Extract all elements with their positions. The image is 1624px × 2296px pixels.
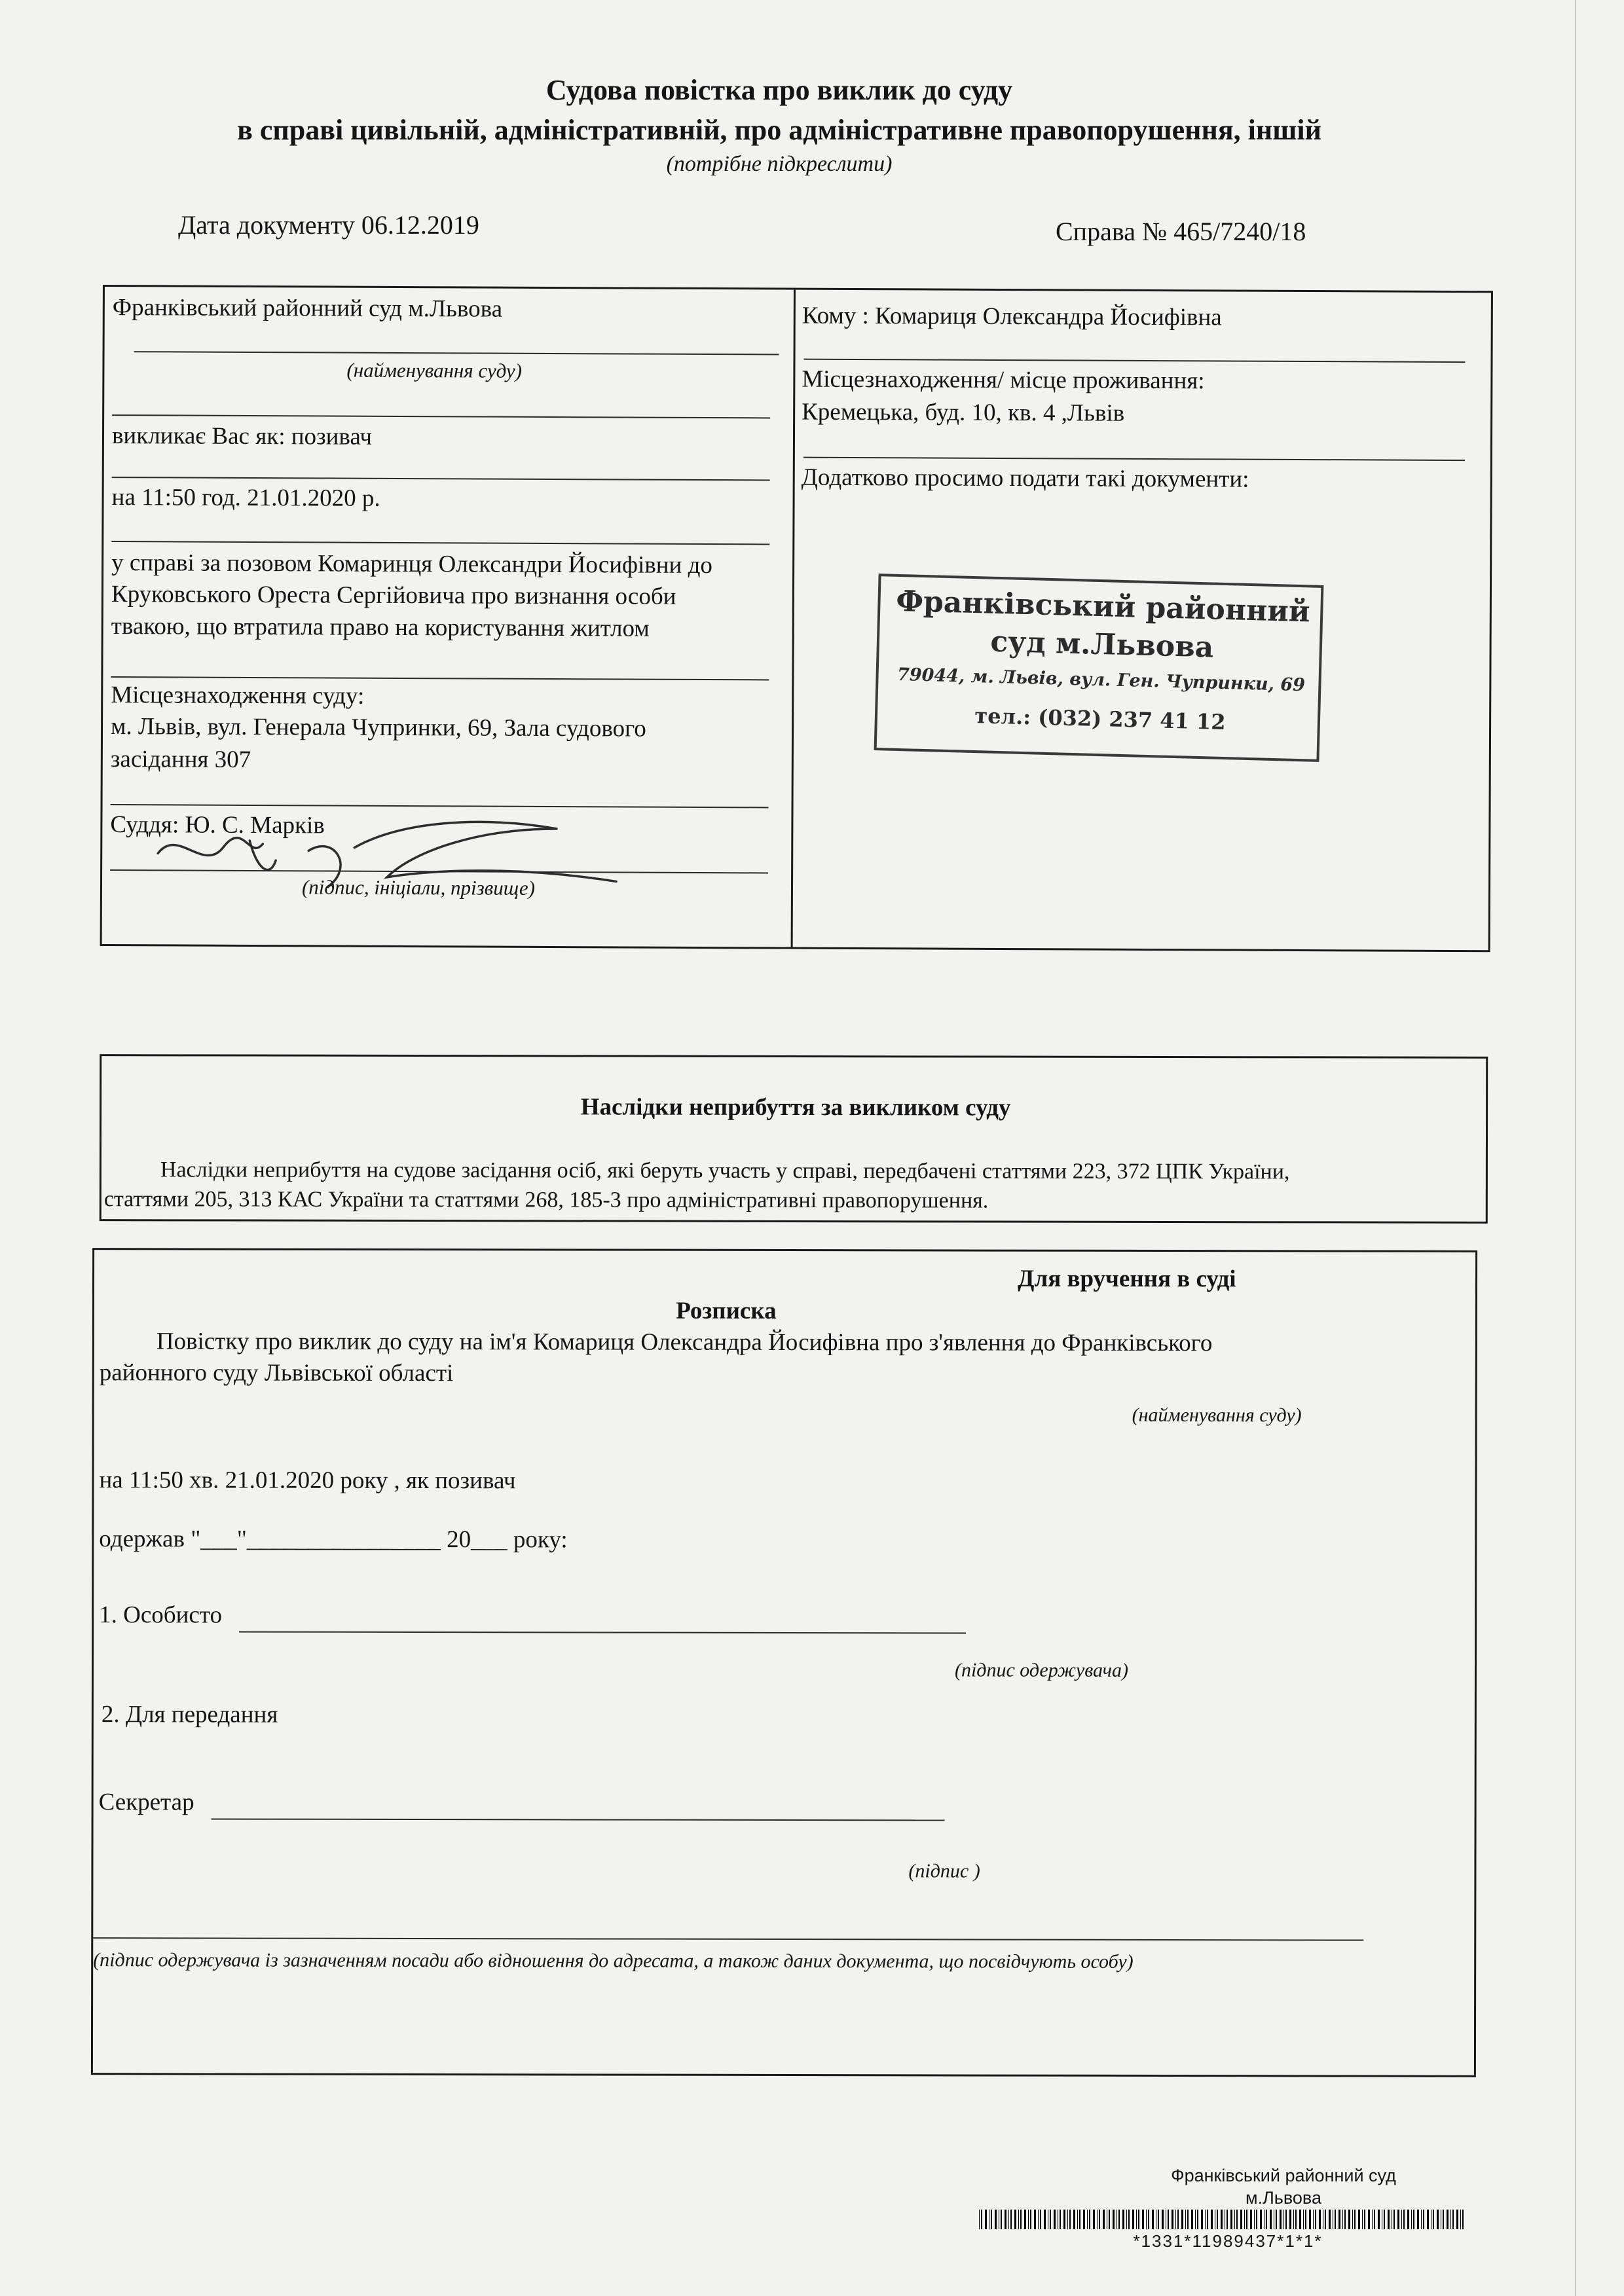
divider bbox=[111, 541, 769, 545]
barcode-bar bbox=[1319, 2210, 1321, 2229]
divider bbox=[804, 359, 1466, 363]
barcode-bar bbox=[991, 2210, 992, 2229]
barcode-bar bbox=[1089, 2210, 1090, 2229]
barcode-bar bbox=[1397, 2210, 1399, 2229]
receipt-text-line1: Повістку про виклик до суду на ім'я Комариця Олександра Йосифівна про з'явлення до Франківського bbox=[156, 1328, 1213, 1357]
barcode-bar bbox=[1378, 2210, 1380, 2229]
summons-role: викликає Вас як: позивач bbox=[111, 422, 373, 450]
signature-caption: (підпис, ініціали, прізвище) bbox=[301, 875, 536, 900]
barcode-bar bbox=[1384, 2210, 1385, 2229]
secretary-signature-line bbox=[212, 1818, 945, 1821]
stamp-line2: суд м.Львова bbox=[989, 625, 1214, 665]
barcode-bar bbox=[1254, 2210, 1255, 2229]
divider bbox=[803, 457, 1465, 461]
barcode-bar bbox=[1244, 2210, 1245, 2229]
barcode-bar bbox=[1276, 2210, 1277, 2229]
barcode-bar bbox=[1401, 2210, 1402, 2229]
barcode-bar bbox=[1185, 2210, 1186, 2229]
footer-court-line1: Франківський районний суд bbox=[1171, 2166, 1396, 2185]
barcode-bar bbox=[1289, 2210, 1291, 2229]
barcode-bar bbox=[1443, 2210, 1444, 2229]
received-date-line: одержав "___"________________ 20___ року: bbox=[99, 1525, 568, 1554]
barcode-bar bbox=[1005, 2210, 1006, 2229]
barcode-bar bbox=[1335, 2210, 1336, 2229]
barcode-bar bbox=[1372, 2210, 1373, 2229]
barcode-bar bbox=[1364, 2210, 1365, 2229]
barcode-bar bbox=[1142, 2210, 1144, 2229]
barcode-bar bbox=[1460, 2210, 1461, 2229]
barcode-bar bbox=[1452, 2210, 1454, 2229]
barcode-bar bbox=[1270, 2210, 1272, 2229]
barcode-bar bbox=[1413, 2210, 1414, 2229]
receipt-box bbox=[91, 1248, 1477, 2077]
barcode-bar bbox=[1168, 2210, 1169, 2229]
consequences-box bbox=[100, 1054, 1488, 1224]
barcode-bar bbox=[1342, 2210, 1343, 2229]
barcode-bar bbox=[1116, 2210, 1117, 2229]
barcode-bar bbox=[1407, 2210, 1409, 2229]
barcode-bar bbox=[1083, 2210, 1085, 2229]
divider bbox=[134, 351, 779, 355]
stamp-line1: Франківський районний bbox=[895, 584, 1311, 629]
barcode-bar bbox=[1236, 2210, 1238, 2229]
barcode-bar bbox=[1358, 2210, 1360, 2229]
case-number: Справа № 465/7240/18 bbox=[1056, 217, 1306, 246]
barcode-bar bbox=[1181, 2210, 1183, 2229]
barcode-bar bbox=[1079, 2210, 1080, 2229]
barcode-bar bbox=[1315, 2210, 1316, 2229]
barcode-bar bbox=[1433, 2210, 1434, 2229]
barcode-bar bbox=[1044, 2210, 1046, 2229]
barcode-bar bbox=[1423, 2210, 1424, 2229]
divider bbox=[112, 477, 770, 481]
barcode-bar bbox=[1118, 2210, 1120, 2229]
barcode-bar bbox=[1221, 2210, 1223, 2229]
barcode-bar bbox=[1211, 2210, 1213, 2229]
barcode-bar bbox=[1177, 2210, 1179, 2229]
barcode-bar bbox=[1305, 2210, 1306, 2229]
barcode-bar bbox=[1069, 2210, 1071, 2229]
barcode-bar bbox=[1427, 2210, 1429, 2229]
barcode-bar bbox=[1172, 2210, 1173, 2229]
barcode-bar bbox=[1285, 2210, 1287, 2229]
barcode-text: *1331*11989437*1*1* bbox=[1133, 2231, 1323, 2251]
barcode-bar bbox=[1146, 2210, 1147, 2229]
case-description-line3: твакою, що втратила право на користування житлом bbox=[111, 613, 650, 642]
barcode-bar bbox=[1152, 2210, 1154, 2229]
personally-label: 1. Особисто bbox=[99, 1601, 223, 1629]
barcode-bar bbox=[1138, 2210, 1139, 2229]
barcode-bar bbox=[1014, 2210, 1016, 2229]
barcode-bar bbox=[1067, 2210, 1068, 2229]
barcode-bar bbox=[1280, 2210, 1282, 2229]
barcode-bar bbox=[1344, 2210, 1346, 2229]
barcode-bar bbox=[1437, 2210, 1439, 2229]
barcode-bar bbox=[1227, 2210, 1228, 2229]
barcode-bar bbox=[981, 2210, 982, 2229]
barcode-bar bbox=[1087, 2210, 1088, 2229]
consequences-text-line1: Наслідки неприбуття на судове засідання осіб, які беруть участь у справі, передбачені статтями 223, 372 ЦПК України, bbox=[160, 1157, 1290, 1184]
barcode-bar bbox=[1128, 2210, 1130, 2229]
barcode-bar bbox=[1256, 2210, 1257, 2229]
barcode-bar bbox=[1450, 2210, 1451, 2229]
barcode-bar bbox=[1354, 2210, 1356, 2229]
barcode-bar bbox=[1103, 2210, 1105, 2229]
recipient-details-line bbox=[93, 1937, 1363, 1941]
barcode-bar bbox=[1001, 2210, 1002, 2229]
barcode-bar bbox=[1417, 2210, 1419, 2229]
barcode-bar bbox=[1024, 2210, 1026, 2229]
signature-caption-secretary: (підпис ) bbox=[908, 1860, 980, 1882]
barcode-bar bbox=[1136, 2210, 1137, 2229]
barcode-bar bbox=[1403, 2210, 1405, 2229]
barcode-bar bbox=[1246, 2210, 1247, 2229]
barcode-bar bbox=[1063, 2210, 1065, 2229]
stamp-line3: 79044, м. Львів, вул. Ген. Чупринки, 69 bbox=[896, 664, 1306, 696]
barcode-bar bbox=[1447, 2210, 1449, 2229]
barcode-bar bbox=[1462, 2210, 1464, 2229]
secretary-label: Секретар bbox=[98, 1789, 194, 1816]
barcode-bar bbox=[1388, 2210, 1390, 2229]
barcode-bar bbox=[1338, 2210, 1340, 2229]
barcode-bar bbox=[1126, 2210, 1127, 2229]
recipient-signature-caption: (підпис одержувача) bbox=[954, 1659, 1128, 1681]
for-transfer-label: 2. Для передання bbox=[101, 1701, 278, 1728]
personally-signature-line bbox=[239, 1631, 966, 1634]
barcode-bar bbox=[1197, 2210, 1198, 2229]
barcode-bar bbox=[1030, 2210, 1031, 2229]
title-note: (потрібне підкреслити) bbox=[666, 152, 893, 176]
barcode bbox=[979, 2210, 1477, 2229]
barcode-bar bbox=[1122, 2210, 1124, 2229]
recipient-details-caption: (підпис одержувача із зазначенням посади або відношення до адресата, а також даних документа, що посвідчують особу) bbox=[93, 1949, 1134, 1973]
barcode-bar bbox=[1054, 2210, 1056, 2229]
barcode-bar bbox=[1109, 2210, 1110, 2229]
recipient-name: Кому : Комариця Олександра Йосифівна bbox=[802, 302, 1222, 331]
court-caption: (найменування суду) bbox=[1132, 1404, 1302, 1427]
barcode-bar bbox=[1020, 2210, 1022, 2229]
judge-name: Суддя: Ю. С. Марків bbox=[110, 811, 325, 839]
barcode-bar bbox=[1073, 2210, 1075, 2229]
barcode-bar bbox=[1456, 2210, 1458, 2229]
barcode-bar bbox=[1217, 2210, 1218, 2229]
barcode-bar bbox=[1148, 2210, 1149, 2229]
barcode-bar bbox=[1050, 2210, 1051, 2229]
barcode-bar bbox=[1207, 2210, 1208, 2229]
case-description-line1: у справі за позовом Комаринця Олександри Йосифівни до bbox=[111, 549, 713, 579]
barcode-bar bbox=[1234, 2210, 1235, 2229]
barcode-bar bbox=[1313, 2210, 1314, 2229]
barcode-bar bbox=[1195, 2210, 1196, 2229]
barcode-bar bbox=[1034, 2210, 1036, 2229]
barcode-bar bbox=[1132, 2210, 1134, 2229]
barcode-bar bbox=[1266, 2210, 1267, 2229]
document-subtitle: в справі цивільній, адміністративній, про адміністративне правопорушення, іншій bbox=[237, 114, 1321, 146]
barcode-bar bbox=[1060, 2210, 1061, 2229]
barcode-bar bbox=[995, 2210, 997, 2229]
court-stamp bbox=[874, 574, 1324, 762]
barcode-bar bbox=[1230, 2210, 1232, 2229]
barcode-bar bbox=[1158, 2210, 1159, 2229]
column-divider bbox=[791, 290, 796, 947]
barcode-bar bbox=[1205, 2210, 1206, 2229]
footer-court-line2: м.Львова bbox=[1246, 2188, 1321, 2208]
stamp-line4: тел.: (032) 237 41 12 bbox=[974, 703, 1226, 735]
additional-documents-label: Додатково просимо подати такі документи: bbox=[801, 464, 1249, 493]
recipient-address: Кремецька, буд. 10, кв. 4 ,Львів bbox=[802, 398, 1125, 427]
case-description-line2: Круковського Ореста Сергійовича про визнання особи bbox=[111, 581, 676, 610]
barcode-bar bbox=[1362, 2210, 1363, 2229]
court-location-line1: м. Львів, вул. Генерала Чупринки, 69, Зала судового bbox=[110, 713, 646, 742]
receipt-title: Розписка bbox=[676, 1297, 777, 1324]
barcode-bar bbox=[1309, 2210, 1311, 2229]
barcode-bar bbox=[1040, 2210, 1041, 2229]
address-label: Місцезнаходження/ місце проживання: bbox=[802, 365, 1205, 395]
court-name-caption: (найменування суду) bbox=[346, 358, 523, 382]
for-court-label: Для вручення в суді bbox=[1017, 1265, 1236, 1293]
barcode-bar bbox=[1352, 2210, 1353, 2229]
barcode-bar bbox=[1299, 2210, 1301, 2229]
barcode-bar bbox=[979, 2210, 980, 2229]
barcode-bar bbox=[1097, 2210, 1098, 2229]
barcode-bar bbox=[1303, 2210, 1304, 2229]
receipt-time-line: на 11:50 хв. 21.01.2020 року , як позивач bbox=[99, 1467, 516, 1495]
document-date: Дата документу 06.12.2019 bbox=[178, 210, 479, 240]
consequences-text-line2: статтями 205, 313 КАС України та статтями 268, 185-3 про адміністративні правопорушення. bbox=[103, 1187, 989, 1213]
barcode-bar bbox=[1411, 2210, 1412, 2229]
barcode-bar bbox=[1187, 2210, 1189, 2229]
barcode-bar bbox=[1191, 2210, 1193, 2229]
divider bbox=[111, 804, 769, 808]
barcode-bar bbox=[1329, 2210, 1331, 2229]
receipt-text-line2: районного суду Львівської області bbox=[99, 1359, 454, 1387]
scan-edge-line bbox=[1575, 0, 1576, 2296]
barcode-bar bbox=[1113, 2210, 1115, 2229]
barcode-bar bbox=[1368, 2210, 1370, 2229]
court-name: Франківський районний суд м.Львова bbox=[112, 294, 503, 323]
barcode-bar bbox=[1162, 2210, 1164, 2229]
barcode-bar bbox=[985, 2210, 987, 2229]
barcode-bar bbox=[1077, 2210, 1078, 2229]
barcode-bar bbox=[1018, 2210, 1019, 2229]
court-location-label: Місцезнаходження суду: bbox=[111, 682, 365, 710]
barcode-bar bbox=[1093, 2210, 1095, 2229]
court-location-line2: засідання 307 bbox=[110, 746, 251, 773]
barcode-bar bbox=[1295, 2210, 1297, 2229]
barcode-bar bbox=[1250, 2210, 1252, 2229]
consequences-title: Наслідки неприбуття за викликом суду bbox=[580, 1093, 1011, 1121]
barcode-bar bbox=[1283, 2210, 1284, 2229]
barcode-bar bbox=[1393, 2210, 1395, 2229]
barcode-bar bbox=[1325, 2210, 1326, 2229]
barcode-bar bbox=[1008, 2210, 1009, 2229]
hearing-time: на 11:50 год. 21.01.2020 р. bbox=[111, 484, 380, 512]
barcode-bar bbox=[1038, 2210, 1039, 2229]
barcode-bar bbox=[1175, 2210, 1176, 2229]
barcode-bar bbox=[1374, 2210, 1375, 2229]
barcode-bar bbox=[1348, 2210, 1350, 2229]
barcode-bar bbox=[1028, 2210, 1029, 2229]
barcode-bar bbox=[1293, 2210, 1294, 2229]
barcode-bar bbox=[1099, 2210, 1100, 2229]
barcode-bar bbox=[1421, 2210, 1422, 2229]
divider bbox=[112, 414, 770, 418]
barcode-bar bbox=[1240, 2210, 1242, 2229]
barcode-bar bbox=[1201, 2210, 1203, 2229]
barcode-bar bbox=[1010, 2210, 1012, 2229]
document-title: Судова повістка про виклик до суду bbox=[545, 74, 1013, 106]
divider bbox=[111, 676, 769, 680]
barcode-bar bbox=[1260, 2210, 1262, 2229]
